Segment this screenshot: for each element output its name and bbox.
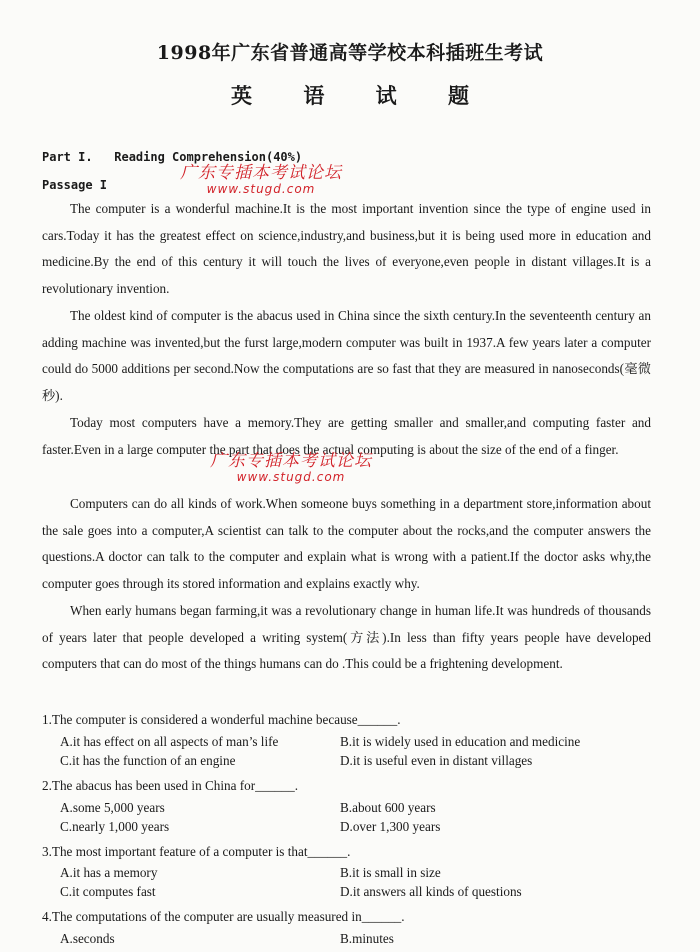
answer-option: B.about 600 years	[340, 800, 436, 815]
question-stem: 4.The computations of the computer are usually measured in______.	[42, 909, 405, 924]
part-heading: Part I. Reading Comprehension(40%)	[42, 150, 303, 164]
paragraph: The computer is a wonderful machine.It is the most important invention since the type of engine used in cars.Today it has the greatest effect on science,industry,and business,but it is being used more in education and medicine.By the end of this century it will touch the lives of everyone,even people in distant villages.It is a revolutionary invention.	[42, 201, 651, 296]
answer-option: D.it is useful even in distant villages	[340, 753, 533, 768]
watermark-text: 广东专插本考试论坛	[180, 163, 342, 183]
answer-option: B.it is small in size	[340, 865, 441, 880]
paragraph: When early humans began farming,it was a revolutionary change in human life.It was hundreds of thousands of years later that people developed a writing system(方法).In less than fifty years people have developed computers that can do most of the things humans can do .This could be a frightening development.	[42, 603, 651, 671]
watermark-url: www.stugd.com	[236, 469, 346, 484]
exam-title: 1998年广东省普通高等学校本科插班生考试	[156, 42, 544, 64]
answer-option: C.it has the function of an engine	[60, 753, 236, 768]
watermark	[180, 165, 342, 195]
passage-heading: Passage I	[42, 178, 108, 192]
answer-option: A.seconds	[60, 931, 115, 946]
answer-option: A.some 5,000 years	[60, 800, 165, 815]
answer-option: B.it is widely used in education and medicine	[340, 734, 581, 749]
paragraph: The oldest kind of computer is the abacus used in China since the sixth century.In the seventeenth century an adding machine was invented,but the furst large,modern computer was built in 1937.A few years later a computer could do 5000 additions per second.Now the computations are so fast that they are measured in nanoseconds(毫微秒).	[42, 308, 651, 403]
paragraph: Computers can do all kinds of work.When someone buys something in a department store,information about the sale goes into a computer,A scientist can talk to the computer about the rocks,and the computer answers the questions.A doctor can talk to the computer and explain what is wrong with a patient.If the doctor asks why,the computer goes through its stored information and explains exactly why.	[42, 496, 651, 591]
answer-option: C.nearly 1,000 years	[60, 819, 170, 834]
answer-option: C.it computes fast	[60, 884, 156, 899]
answer-option: D.over 1,300 years	[340, 819, 441, 834]
question-stem: 2.The abacus has been used in China for______.	[42, 778, 298, 793]
watermark	[210, 453, 372, 483]
answer-option: B.minutes	[340, 931, 394, 946]
question-stem: 1.The computer is considered a wonderful machine because______.	[42, 712, 401, 727]
answer-option: A.it has a memory	[60, 865, 158, 880]
paragraph: Today most computers have a memory.They are getting smaller and smaller,and computing faster and faster.Even in a large computer the part that does the actual computing is about the size of the end of a finger.	[42, 415, 651, 457]
answer-option: A.it has effect on all aspects of man’s life	[60, 734, 279, 749]
answer-option: D.it answers all kinds of questions	[340, 884, 522, 899]
watermark-url: www.stugd.com	[206, 181, 316, 196]
exam-subtitle: 英 语 试 题	[231, 83, 491, 108]
question-stem: 3.The most important feature of a computer is that______.	[42, 844, 351, 859]
watermark-text: 广东专插本考试论坛	[210, 451, 372, 471]
